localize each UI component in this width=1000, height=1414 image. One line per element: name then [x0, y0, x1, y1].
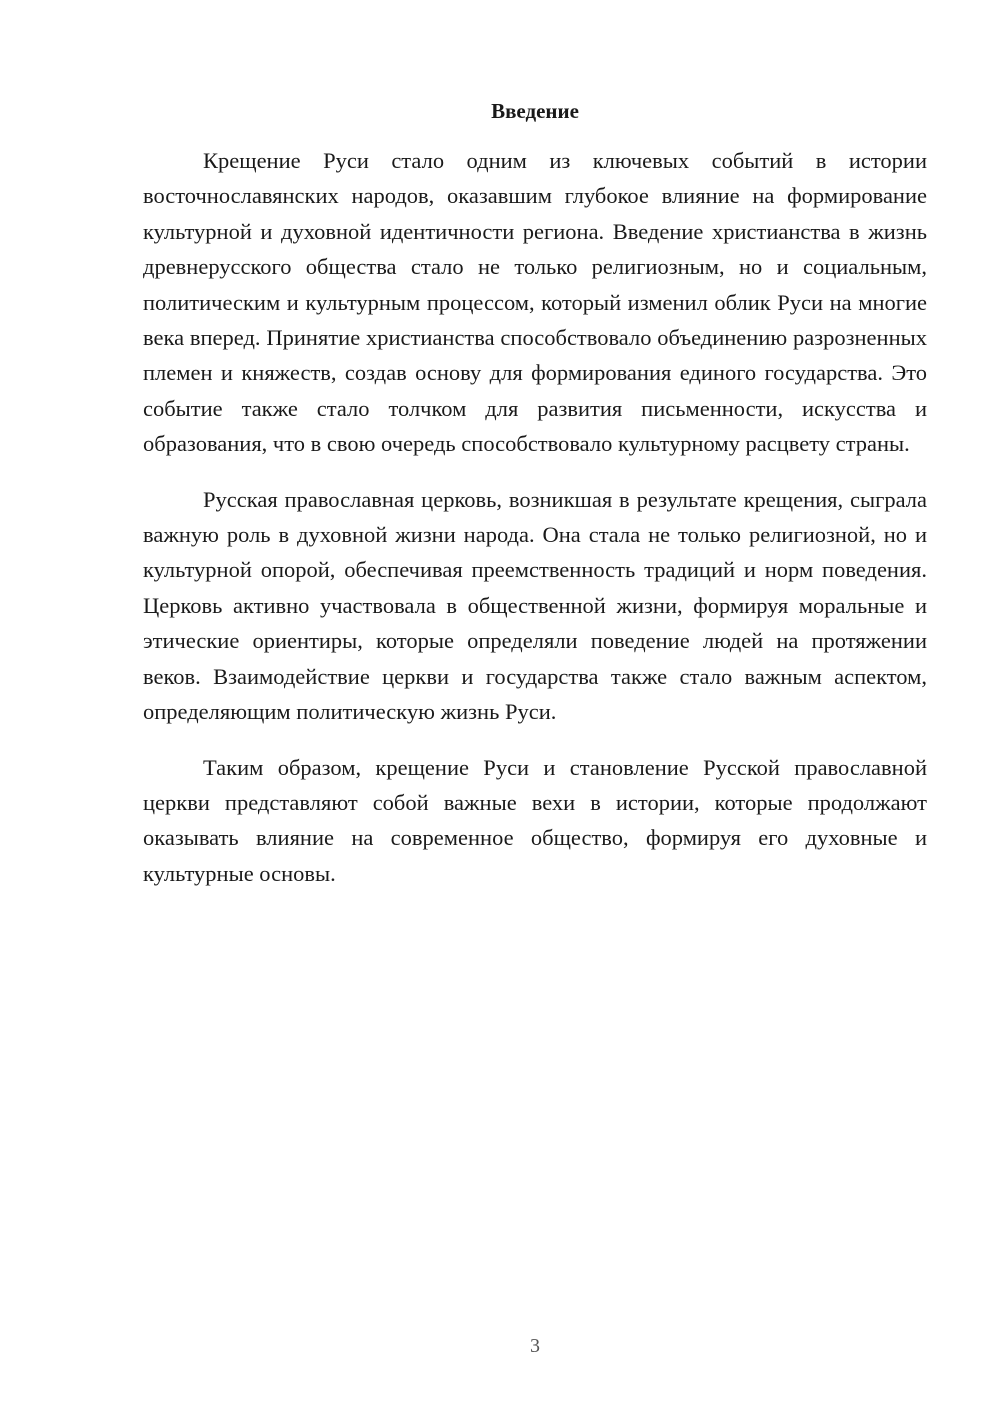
section-title: Введение: [491, 99, 579, 123]
body-text: [143, 143, 927, 891]
paragraph-3: Таким образом, крещение Руси и становление Русской православной церкви представляют собой важные вехи в истории, которые продолжают оказывать влияние на современное общество, формируя его духовные и культурные основы.: [143, 754, 927, 886]
paragraph-1: Крещение Руси стало одним из ключевых событий в истории восточнославянских народов, оказавшим глубокое влияние на формирование культурной и духовной идентичности региона. Введение христианства в жизнь древнерусского общества стало не только религиозным, но и социальным, политическим и культурным процессом, который изменил облик Руси на многие века вперед. Принятие христианства способствовало объединению разрозненных племен и княжеств, создав основу для формирования единого государства. Это событие также стало толчком для развития письменности, искусства и образования, что в свою очередь способствовало культурному расцвету страны.: [143, 148, 927, 457]
page-number: 3: [530, 1335, 540, 1357]
paragraph-2: Русская православная церковь, возникшая в результате крещения, сыграла важную роль в духовной жизни народа. Она стала не только религиозной, но и культурной опорой, обеспечивая преемственность традиций и норм поведения. Церковь активно участвовала в общественной жизни, формируя моральные и этические ориентиры, которые определяли поведение людей на протяжении веков. Взаимодействие церкви и государства также стало важным аспектом, определяющим политическую жизнь Руси.: [143, 486, 927, 725]
